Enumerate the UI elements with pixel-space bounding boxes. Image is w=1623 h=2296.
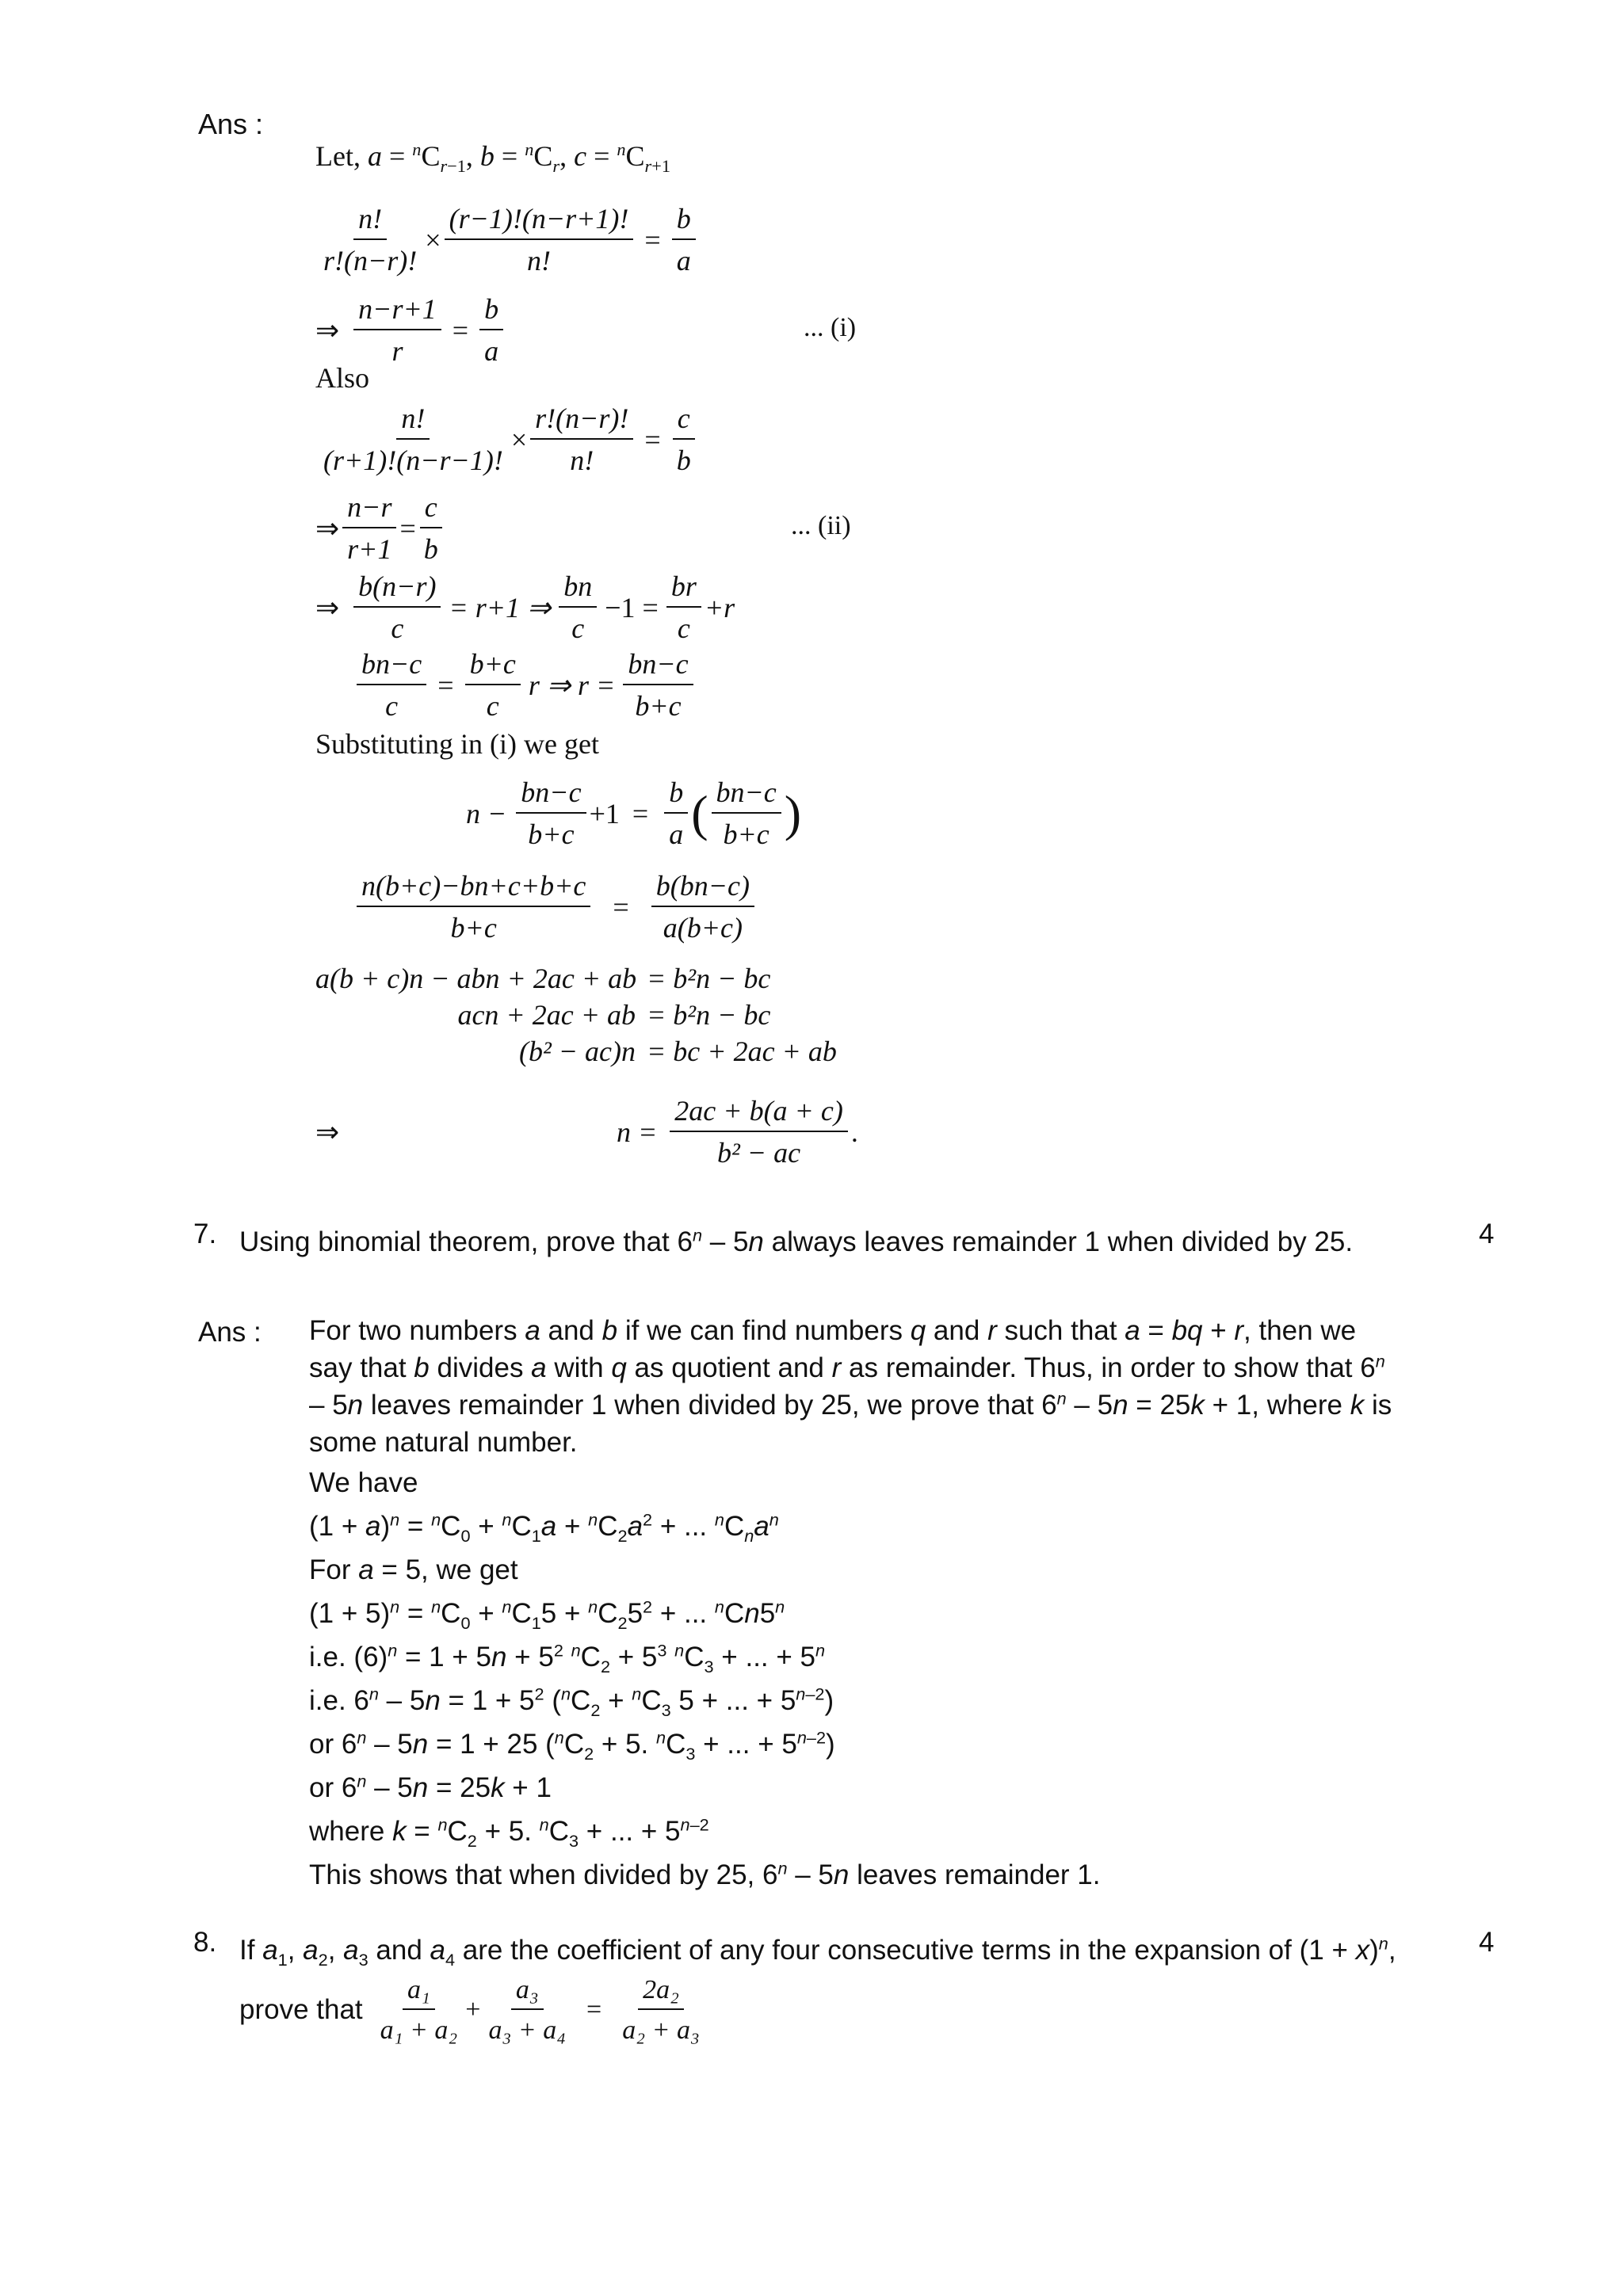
equals-sign: = bbox=[644, 424, 661, 456]
fraction-denominator: b bbox=[423, 533, 438, 566]
equals-sign: = bbox=[399, 513, 416, 545]
aligned-line bbox=[315, 960, 837, 997]
answer-line: This shows that when divided by 25, 6$^n$ – 5n leaves remainder 1. bbox=[309, 1858, 1101, 1890]
equation-6 bbox=[353, 648, 697, 723]
aligned-line bbox=[315, 1033, 837, 1070]
fraction-denominator: n! bbox=[570, 444, 594, 477]
aligned-lhs: (b² − ac)n bbox=[518, 1035, 636, 1067]
equals-sign: = bbox=[452, 315, 469, 347]
fraction-denominator: b+c bbox=[635, 690, 682, 723]
fraction-numerator: bn−c bbox=[357, 648, 426, 685]
equals-sign: = bbox=[613, 891, 629, 924]
left-paren: ( bbox=[691, 785, 708, 842]
aligned-rhs: = b²n − bc bbox=[647, 999, 771, 1031]
times-sign: × bbox=[510, 424, 528, 456]
equation-text: n = bbox=[617, 1116, 658, 1149]
implies-arrow: ⇒ bbox=[315, 315, 340, 347]
fraction-numerator: b bbox=[672, 203, 696, 240]
fraction-numerator: b+c bbox=[465, 648, 521, 685]
answer-line: some natural number. bbox=[309, 1427, 578, 1458]
equation-8 bbox=[353, 870, 758, 945]
equation-text: = r+1 ⇒ bbox=[449, 592, 552, 624]
answer-label: Ans : bbox=[198, 108, 264, 140]
aligned-equations bbox=[315, 960, 837, 1070]
equation-reference-i: ... (i) bbox=[804, 313, 857, 342]
equation-7 bbox=[466, 776, 801, 852]
fraction-numerator: n! bbox=[353, 203, 387, 240]
answer-line: i.e. $6^n - 5n = 1 + 5^2$ ($^nC_2 + ^nC_3$ 5 + ... + $5^{n-2}$) bbox=[309, 1684, 834, 1720]
equation-2 bbox=[315, 293, 506, 368]
equation-3 bbox=[315, 402, 699, 478]
fraction-numerator: bn−c bbox=[712, 776, 781, 814]
aligned-rhs: = b²n − bc bbox=[647, 963, 771, 994]
implies-arrow: ⇒ bbox=[315, 513, 340, 545]
fraction-denominator: c bbox=[677, 612, 690, 645]
fraction-denominator: c bbox=[571, 612, 585, 645]
fraction-numerator: c bbox=[420, 491, 442, 528]
fraction-denominator: b+c bbox=[723, 818, 769, 851]
plus-sign: + bbox=[465, 1995, 481, 2025]
fraction-numerator: 2a₂ bbox=[638, 1974, 684, 2010]
fraction-denominator: a bbox=[484, 335, 499, 368]
answer-body bbox=[309, 1312, 1392, 1897]
fraction-numerator: b(bn−c) bbox=[651, 870, 754, 907]
question-text: Using binomial theorem, prove that 6$^n$ – 5n always leaves remainder 1 when divided by 25. bbox=[239, 1225, 1354, 1257]
fraction-denominator: (r+1)!(n−r−1)! bbox=[323, 444, 503, 477]
equation-text: −1 = bbox=[605, 592, 659, 624]
answer-line: – 5n leaves remainder 1 when divided by 25, we prove that 6$^n$ – 5n = 25k + 1, where k is bbox=[309, 1388, 1392, 1421]
aligned-rhs: = bc + 2ac + ab bbox=[647, 1035, 837, 1067]
aligned-lhs: a(b + c)n − abn + 2ac + ab bbox=[315, 963, 637, 994]
aligned-line bbox=[315, 997, 837, 1033]
fraction-numerator: a₃ bbox=[511, 1974, 544, 2010]
answer-line: $(1 + 5)^n = ^nC_0 + ^nC_15 + ^nC_25^2$ + ... $^n$Cn5$^n$ bbox=[309, 1596, 785, 1633]
fraction-denominator: c bbox=[391, 612, 404, 645]
fraction-numerator: a₁ bbox=[403, 1974, 435, 2010]
equation-5 bbox=[315, 570, 735, 646]
answer-line: i.e. $(6)^n = 1 + 5n + 5^2$ $^nC_2 + 5^3$ $^nC_3$ + ... + $5^n$ bbox=[309, 1640, 826, 1676]
fraction-numerator: bn bbox=[559, 570, 597, 608]
fraction-numerator: c bbox=[673, 402, 695, 440]
fraction-denominator: b² − ac bbox=[717, 1137, 801, 1169]
period: . bbox=[850, 1116, 858, 1149]
fraction-denominator: b+c bbox=[450, 912, 497, 944]
equation-text: +r bbox=[704, 592, 735, 624]
fraction-denominator: a₂ + a₃ bbox=[622, 2016, 700, 2046]
equation-reference-ii: ... (ii) bbox=[791, 511, 851, 540]
equation-text: +1 bbox=[589, 798, 620, 830]
question-marks: 4 bbox=[1479, 1927, 1495, 1958]
answer-line: or 6$^n$ – 5n = 1 + 25 ($^nC_2 + 5$. $^nC_3$ + ... + $5^{n-2}$) bbox=[309, 1727, 835, 1764]
fraction-numerator: bn−c bbox=[623, 648, 693, 685]
question-text: If $a_1$, $a_2$, $a_3$ and $a_4$ are the coefficient of any four consecutive terms in the expansion of $(1 + x)^n$, bbox=[239, 1933, 1396, 1970]
answer-line: For two numbers a and b if we can find numbers q and r such that a = bq + r, then we bbox=[309, 1315, 1357, 1346]
fraction-denominator: c bbox=[385, 690, 399, 723]
fraction-denominator: a bbox=[669, 818, 684, 851]
fraction-numerator: br bbox=[666, 570, 701, 608]
final-result bbox=[315, 1095, 858, 1170]
answer-label: Ans : bbox=[198, 1317, 262, 1348]
equation-text: n − bbox=[466, 798, 507, 830]
fraction-denominator: a bbox=[676, 245, 691, 277]
implies-arrow: ⇒ bbox=[315, 1116, 340, 1149]
let-line: Let, $a = ^nC_{r-1}$, $b = ^nC_r$, $c = ^nC_{r+1}$ bbox=[315, 139, 670, 177]
fraction-numerator: b bbox=[479, 293, 503, 330]
equation-4 bbox=[315, 491, 446, 566]
fraction-numerator: n−r+1 bbox=[353, 293, 441, 330]
answer-line: $(1 + a)^n = ^nC_0 + ^nC_1a + ^nC_2a^2$ + ... $^nC_na^n$ bbox=[309, 1509, 779, 1546]
equals-sign: = bbox=[644, 224, 661, 257]
fraction-numerator: n(b+c)−bn+c+b+c bbox=[357, 870, 590, 907]
fraction-numerator: b bbox=[664, 776, 688, 814]
equals-sign: = bbox=[586, 1995, 602, 2025]
answer-line: or 6$^n$ – 5n = 25k + 1 bbox=[309, 1771, 552, 1803]
aligned-lhs: acn + 2ac + ab bbox=[457, 999, 636, 1031]
equals-sign: = bbox=[632, 798, 649, 830]
times-sign: × bbox=[425, 224, 441, 257]
question-marks: 4 bbox=[1479, 1219, 1495, 1249]
prove-that-label: prove that bbox=[239, 1994, 363, 2026]
fraction-denominator: r!(n−r)! bbox=[323, 245, 418, 277]
fraction-denominator: r bbox=[391, 335, 403, 368]
answer-line: We have bbox=[309, 1467, 418, 1498]
fraction-denominator: n! bbox=[526, 245, 551, 277]
fraction-numerator: r!(n−r)! bbox=[530, 402, 633, 440]
fraction-numerator: b(n−r) bbox=[353, 570, 441, 608]
answer-line: say that b divides a with q as quotient and r as remainder. Thus, in order to show that 6$^n$ bbox=[309, 1351, 1385, 1383]
question-number: 8. bbox=[193, 1927, 217, 1958]
fraction-denominator: c bbox=[486, 690, 499, 723]
answer-line: For a = 5, we get bbox=[309, 1554, 518, 1585]
equals-sign: = bbox=[437, 669, 454, 702]
fraction-numerator: (r−1)!(n−r+1)! bbox=[445, 203, 634, 240]
answer-line: where $k = ^nC_2 + 5$. $^nC_3$ + ... + $5^{n-2}$ bbox=[309, 1814, 709, 1851]
fraction-numerator: n! bbox=[396, 402, 430, 440]
right-paren: ) bbox=[784, 785, 802, 842]
fraction-denominator: a₃ + a₄ bbox=[488, 2016, 567, 2046]
equation-1 bbox=[315, 203, 699, 278]
fraction-numerator: n−r bbox=[342, 491, 396, 528]
fraction-denominator: a₁ + a₂ bbox=[380, 2016, 458, 2046]
fraction-denominator: b bbox=[676, 444, 691, 477]
prove-that-expression bbox=[239, 1974, 708, 2046]
fraction-numerator: bn−c bbox=[516, 776, 586, 814]
also-label: Also bbox=[315, 362, 370, 394]
fraction-denominator: r+1 bbox=[347, 533, 392, 566]
equation-text: r ⇒ r = bbox=[528, 669, 616, 702]
fraction-denominator: b+c bbox=[528, 818, 575, 851]
question-number: 7. bbox=[193, 1219, 217, 1249]
fraction-denominator: a(b+c) bbox=[663, 912, 743, 944]
implies-arrow: ⇒ bbox=[315, 592, 340, 624]
substituting-line: Substituting in (i) we get bbox=[315, 728, 599, 760]
fraction-numerator: 2ac + b(a + c) bbox=[670, 1095, 848, 1132]
